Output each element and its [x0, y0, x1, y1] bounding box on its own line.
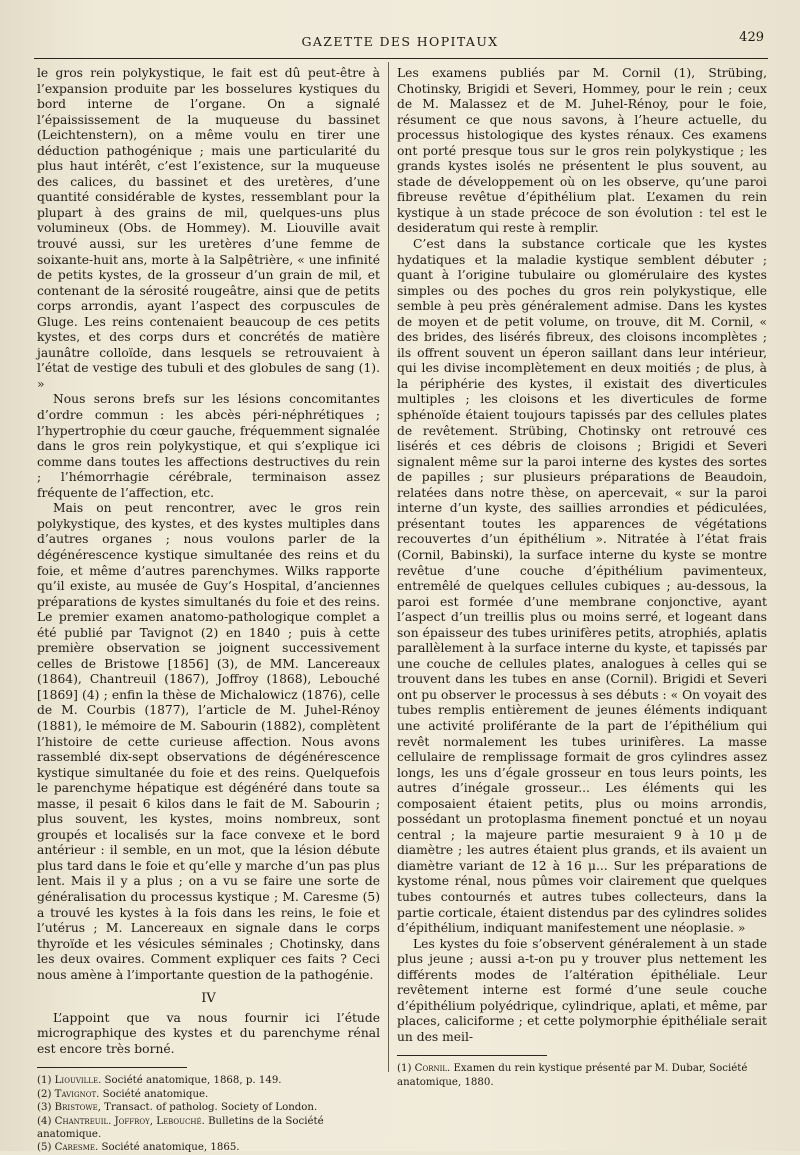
footnote-rule	[397, 1055, 547, 1056]
footnote: (3) Bristowe, Transact. of patholog. Society of London.	[37, 1102, 318, 1114]
paragraph: Nous serons brefs sur les lésions concomitantes d’ordre commun : les abcès péri-néphrétiques ; l’hypertrophie du cœur gauche, fréquemment signalée dans le gros rein polykystique, et qui s’explique ici comme dans toutes les affections destructives du rein ; l’hémorrhagie cérébrale, terminaison assez fréquente de l’affection, etc.	[37, 392, 380, 500]
footnote: (2) Tavignot. Société anatomique.	[37, 1088, 209, 1100]
page-number: 429	[739, 30, 764, 45]
left-column	[37, 66, 380, 1154]
paragraph: Les kystes du foie s’observent généralement à un stade plus jeune ; aussi a-t-on pu y trouver plus nettement les différents modes de l’altération épithéliale. Leur revêtement interne est formé d’une seule couche d’épithélium polyédrique, cylindrique, aplati, et même, par places, caliciforme ; et cette polymorphie épithéliale serait un des meil-	[397, 936, 767, 1044]
page-header	[36, 30, 764, 54]
paragraph: le gros rein polykystique, le fait est dû peut-être à l’expansion produite par les bosselures kystiques du bord interne de l’organe. On a signalé l’épaississement de la muqueuse du bassinet (Leichtenstern), on a même voulu en tirer une déduction pathogénique ; mais une particularité du plus haut intérêt, c’est l’existence, sur la muqueuse des calices, du bassinet et des uretères, d’une quantité considérable de kystes, ressemblant pour la plupart à des grains de mil, quelques-uns plus volumineux (Obs. de Hommey). M. Liouville avait trouvé aussi, sur les uretères d’une femme de soixante-huit ans, morte à la Salpêtrière, « une infinité de petits kystes, de la grosseur d’un grain de mil, et contenant de la sérosité rougeâtre, ainsi que de petits corps arrondis, ayant l’aspect des corpuscules de Gluge. Les reins contenaient beaucoup de ces petits kystes, et des corps durs et concrétés de matière jaunâtre colloïde, dans lesquels se retrouvaient à l’état de vestige des tubuli et des globules de sang (1). »	[37, 66, 380, 391]
journal-title: GAZETTE DES HOPITAUX	[301, 34, 499, 49]
footnote: (4) Chantreuil. Joffroy, Lebouché. Bulletins de la Société anatomique.	[37, 1115, 324, 1141]
column-divider	[388, 62, 389, 1072]
footnote: (1) Cornil. Examen du rein kystique présenté par M. Dubar, Société anatomique, 1880.	[397, 1063, 748, 1088]
header-rule	[34, 58, 768, 59]
paragraph: L’appoint que va nous fournir ici l’étude micrographique des kystes et du parenchyme rénal est encore très borné.	[37, 1010, 380, 1056]
footnotes	[397, 1062, 767, 1089]
right-column	[397, 66, 767, 1086]
section-heading: IV	[201, 991, 216, 1007]
footnote: (1) Liouville. Société anatomique, 1868, p. 149.	[37, 1075, 282, 1087]
footnote-rule	[37, 1067, 187, 1068]
footnotes	[37, 1074, 380, 1154]
footnote: (5) Caresme. Société anatomique, 1865.	[37, 1142, 240, 1154]
paragraph: C’est dans la substance corticale que les kystes hydatiques et la maladie kystique semblent débuter ; quant à l’origine tubulaire ou glomérulaire des kystes simples ou des poches du gros rein polykystique, elle semble à peu près généralement admise. Dans les kystes de moyen et de petit volume, on trouve, dit M. Cornil, « des brides, des lisérés fibreux, des cloisons incomplètes ; ils offrent souvent un éperon saillant dans leur intérieur, qui les divise incomplètement en deux moitiés ; de plus, à la périphérie des kystes, il existait des diverticules multiples ; les cloisons et les diverticules de forme sphénoïde étaient toujours tapissés par des cellules plates de revêtement. Strübing, Chotinsky ont retrouvé ces lisérés et ces débris de cloisons ; Brigidi et Severi signalent même sur la paroi interne des kystes des sortes de papilles ; sur plusieurs préparations de Beaudoin, relatées dans notre thèse, on apercevait, « sur la paroi interne d’un kyste, des saillies arrondies et pédiculées, présentant toutes les apparences de végétations recouvertes d’un épithélium ». Nitratée à l’état frais (Cornil, Babinski), la surface interne du kyste se montre revêtue d’une couche d’épithélium pavimenteux, entremêlé de quelques cellules cubiques ; au-dessous, la paroi est formée d’une membrane conjonctive, ayant l’aspect d’un treillis plus ou moins serré, et logeant dans son épaisseur des tubes urinifères petits, atrophiés, aplatis parallèlement à la surface interne du kyste, et tapissés par une couche de cellules plates, analogues à celles qui se trouvent dans les tubes en anse (Cornil). Brigidi et Severi ont pu observer le processus à ses débuts : « On voyait des tubes remplis entièrement de jeunes éléments indiquant une activité proliférante de la part de l’épithélium qui revêt normalement les tubes urinifères. La masse cellulaire de remplissage formait de gros cylindres assez longs, les uns d’égale grosseur en tous leurs points, les autres d’inégale grosseur... Les éléments qui les composaient étaient petits, plus ou moins arrondis, possédant un protoplasma finement ponctué et un noyau central ; la majeure partie mesuraient 9 à 10 μ de diamètre ; les autres étaient plus grands, et ils avaient un diamètre variant de 12 à 16 μ... Sur les préparations de kystome rénal, nous pûmes voir clairement que quelques tubes contournés et autres tubes collecteurs, dans la partie corticale, étaient distendus par des cylindres solides d’épithélium, indiquant manifestement une néoplasie. »	[397, 237, 767, 936]
paragraph: Les examens publiés par M. Cornil (1), Strübing, Chotinsky, Brigidi et Severi, Hommey, pour le rein ; ceux de M. Malassez et de M. Juhel-Rénoy, pour le foie, résument ce que nous savons, à l’heure actuelle, du processus histologique des kystes rénaux. Ces examens ont porté presque tous sur le gros rein polykystique ; les grands kystes isolés ne présentent le plus souvent, au stade de développement où on les observe, qu’une paroi fibreuse revêtue d’épithélium plat. L’examen du rein kystique à un stade précoce de son évolution : tel est le desideratum qui reste à remplir.	[397, 66, 767, 236]
paragraph: Mais on peut rencontrer, avec le gros rein polykystique, des kystes, et des kystes multiples dans d’autres organes ; nous voulons parler de la dégénérescence kystique simultanée des reins et du foie, et même d’autres parenchymes. Wilks rapporte qu’il existe, au musée de Guy’s Hospital, d’anciennes préparations de kystes simultanés du foie et des reins. Le premier examen anatomo-pathologique complet a été publié par Tavignot (2) en 1840 ; puis à cette première observation se joignent successivement celles de Bristowe [1856] (3), de MM. Lancereaux (1864), Chantreuil (1867), Joffroy (1868), Lebouché [1869] (4) ; enfin la thèse de Michalowicz (1876), celle de M. Courbis (1877), l’article de M. Juhel-Rénoy (1881), le mémoire de M. Sabourin (1882), complètent l’histoire de cette curieuse affection. Nous avons rassemblé dix-sept observations de dégénérescence kystique simultanée du foie et des reins. Quelquefois le parenchyme hépatique est dégénéré dans toute sa masse, il pesait 6 kilos dans le fait de M. Sabourin ; plus souvent, les kystes, moins nombreux, sont groupés et localisés sur la face convexe et le bord antérieur : il semble, en un mot, que la lésion débute plus tard dans le foie et qu’elle y marche d’un pas plus lent. Mais il y a plus ; on a vu se faire une sorte de généralisation du processus kystique ; M. Caresme (5) a trouvé les kystes à la fois dans les reins, le foie et l’utérus ; M. Lancereaux en signale dans le corps thyroïde et les vésicules séminales ; Chotinsky, dans les deux ovaires. Comment expliquer ces faits ? Ceci nous amène à l’importante question de la pathogénie.	[37, 501, 380, 982]
